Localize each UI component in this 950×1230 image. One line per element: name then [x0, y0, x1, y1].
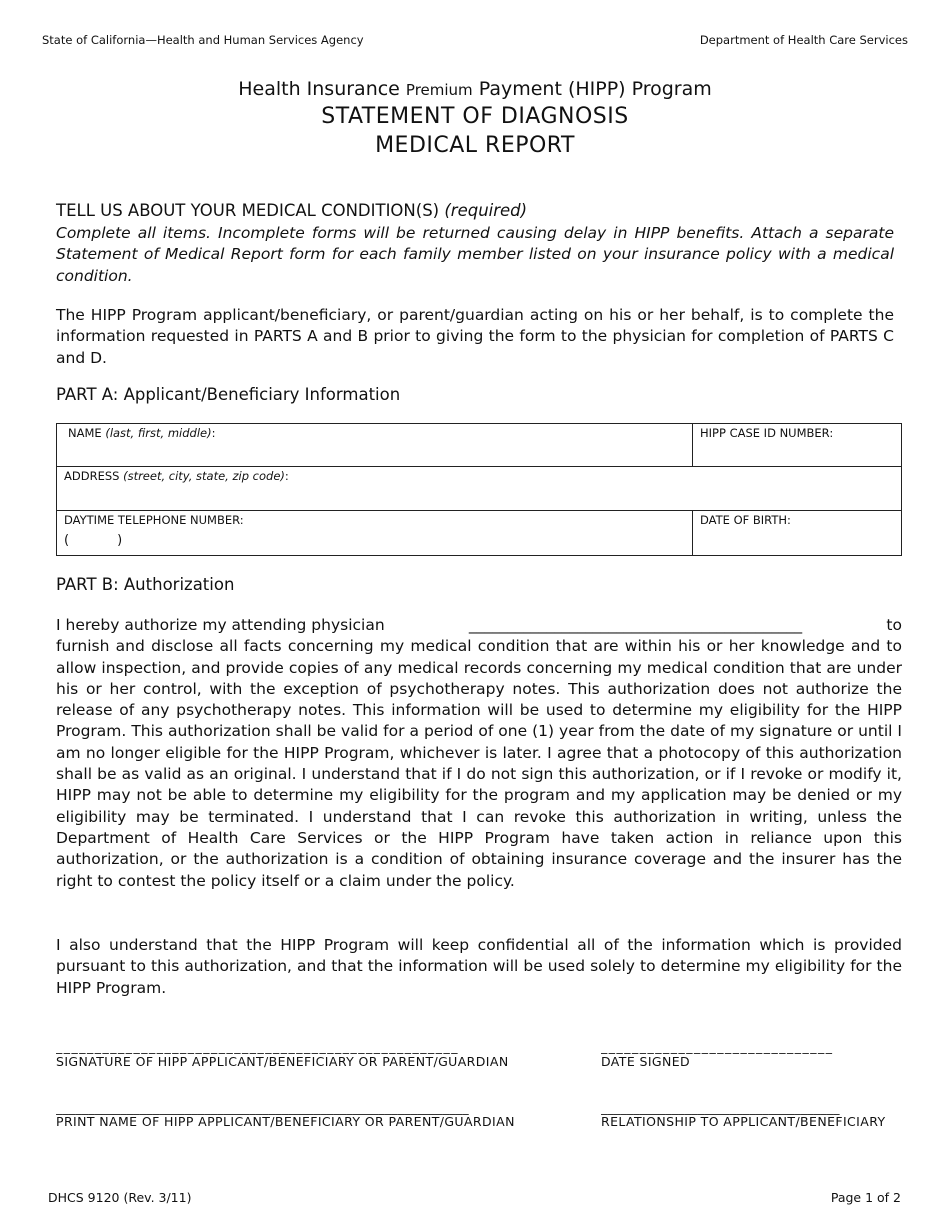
intro-paragraph: The HIPP Program applicant/beneficiary, or parent/guardian acting on his or her behalf, is to complete the information requested in PARTS A and B prior to giving the form to the physician for completion of PARTS C and D. — [56, 306, 894, 367]
physician-blank[interactable]: ___________________________________________ — [468, 616, 803, 634]
name-field[interactable]: NAME (last, first, middle): — [57, 424, 693, 467]
signature-label: SIGNATURE OF HIPP APPLICANT/BENEFICIARY OR PARENT/GUARDIAN — [56, 1054, 509, 1069]
agency-header: State of California—Health and Human Services Agency — [42, 33, 364, 47]
instructions-text: Complete all items. Incomplete forms will be returned causing delay in HIPP benefits. Attach a separate Statement of Medical Report form for each family member listed on your insurance policy with a medical condition. — [56, 224, 894, 285]
program-title: Health Insurance Premium Payment (HIPP) Program — [238, 78, 712, 100]
page-number: Page 1 of 2 — [830, 1190, 901, 1205]
form-id: DHCS 9120 (Rev. 3/11) — [48, 1190, 192, 1205]
authorization-paragraph: I hereby authorize my attending physician ___________________________________________ to furnish and disclose all facts concerning my medical condition that are within his or her knowledge and to allow inspection, and provide copies of any medical records concerning my medical condition that are under his or her control, with the exception of psychotherapy notes. This authorization does not authorize the release of any psychotherapy notes. This information will be used to determine my eligibility for the HIPP Program. This authorization shall be valid for a period of one (1) year from the date of my signature or until I am no longer eligible for the HIPP Program, whichever is later. I agree that a photocopy of this authorization shall be as valid as an original. I understand that if I do not sign this authorization, or if I revoke or modify it, HIPP may not be able to determine my eligibility for the program and my application may be denied or my eligibility may be terminated. I understand that I can revoke this authorization in writing, unless the Department of Health Care Services or the HIPP Program have taken action in reliance upon this authorization, or the authorization is a condition of obtaining insurance coverage and the insurer has the right to contest the policy itself or a claim under the policy. — [56, 616, 902, 890]
part-a-heading: PART A: Applicant/Beneficiary Information — [56, 385, 401, 404]
address-field[interactable]: ADDRESS (street, city, state, zip code): — [57, 467, 902, 511]
area-code: ( ) — [64, 533, 123, 548]
date-signed-line[interactable]: ______________________________ — [601, 1039, 834, 1054]
medical-condition-heading: TELL US ABOUT YOUR MEDICAL CONDITION(S) (required) — [56, 201, 528, 220]
part-b-heading: PART B: Authorization — [56, 575, 235, 594]
form-title — [0, 77, 950, 160]
case-id-field[interactable]: HIPP CASE ID NUMBER: — [693, 424, 902, 467]
phone-field[interactable]: DAYTIME TELEPHONE NUMBER: ( ) — [57, 511, 693, 556]
statement-title: STATEMENT OF DIAGNOSIS — [321, 104, 629, 129]
signature-line[interactable]: ____________________________________________________ — [56, 1039, 459, 1054]
print-name-label: PRINT NAME OF HIPP APPLICANT/BENEFICIARY OR PARENT/GUARDIAN — [56, 1114, 515, 1129]
dob-field[interactable]: DATE OF BIRTH: — [693, 511, 902, 556]
report-title: MEDICAL REPORT — [375, 133, 575, 158]
relationship-label: RELATIONSHIP TO APPLICANT/BENEFICIARY — [601, 1114, 886, 1129]
department-header: Department of Health Care Services — [699, 33, 908, 47]
applicant-info-table — [56, 423, 902, 556]
print-name-line[interactable]: ________________________________________________________________ — [56, 1100, 469, 1115]
date-signed-label: DATE SIGNED — [601, 1054, 691, 1069]
relationship-line[interactable]: _____________________________________ — [601, 1100, 840, 1115]
confidentiality-paragraph: I also understand that the HIPP Program will keep confidential all of the information which is provided pursuant to this authorization, and that the information will be used solely to determine my eligibility for the HIPP Program. — [56, 936, 902, 997]
